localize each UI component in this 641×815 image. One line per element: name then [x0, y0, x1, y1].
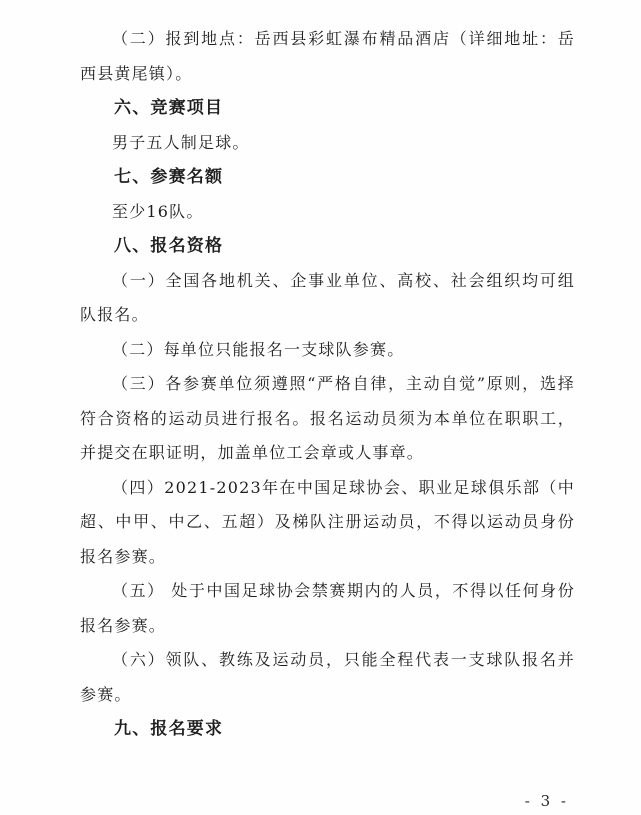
paragraph-eligibility-2: （二）每单位只能报名一支球队参赛。: [112, 339, 405, 359]
heading-registration-requirements: 九、报名要求: [114, 719, 224, 739]
paragraph-quota: 至少16队。: [112, 201, 204, 221]
paragraph-eligibility-6: （六）领队、教练及运动员，只能全程代表一支球队报名并参赛。: [80, 650, 575, 704]
paragraph-eligibility-1: （一）全国各地机关、企事业单位、高校、社会组织均可组队报名。: [80, 270, 575, 324]
heading-eligibility: 八、报名资格: [114, 236, 224, 256]
page-number: - 3 -: [524, 792, 569, 810]
heading-competition-event: 六、竞赛项目: [114, 98, 224, 118]
paragraph-report-location: （二）报到地点：岳西县彩虹瀑布精品酒店（详细地址：岳西县黄尾镇）。: [80, 29, 575, 83]
document-body: [80, 22, 575, 747]
paragraph-eligibility-3: （三）各参赛单位须遵照“严格自律，主动自觉”原则，选择符合资格的运动员进行报名。报名运动员须为本单位在职职工，并提交在职证明，加盖单位工会章或人事章。: [80, 374, 575, 462]
paragraph-eligibility-4: （四）2021-2023年在中国足球协会、职业足球俱乐部（中超、中甲、中乙、五超）及梯队注册运动员，不得以运动员身份报名参赛。: [80, 477, 575, 566]
paragraph-eligibility-5: （五） 处于中国足球协会禁赛期内的人员，不得以任何身份报名参赛。: [80, 581, 575, 635]
heading-quota: 七、参赛名额: [114, 167, 224, 187]
paragraph-event: 男子五人制足球。: [112, 132, 250, 152]
